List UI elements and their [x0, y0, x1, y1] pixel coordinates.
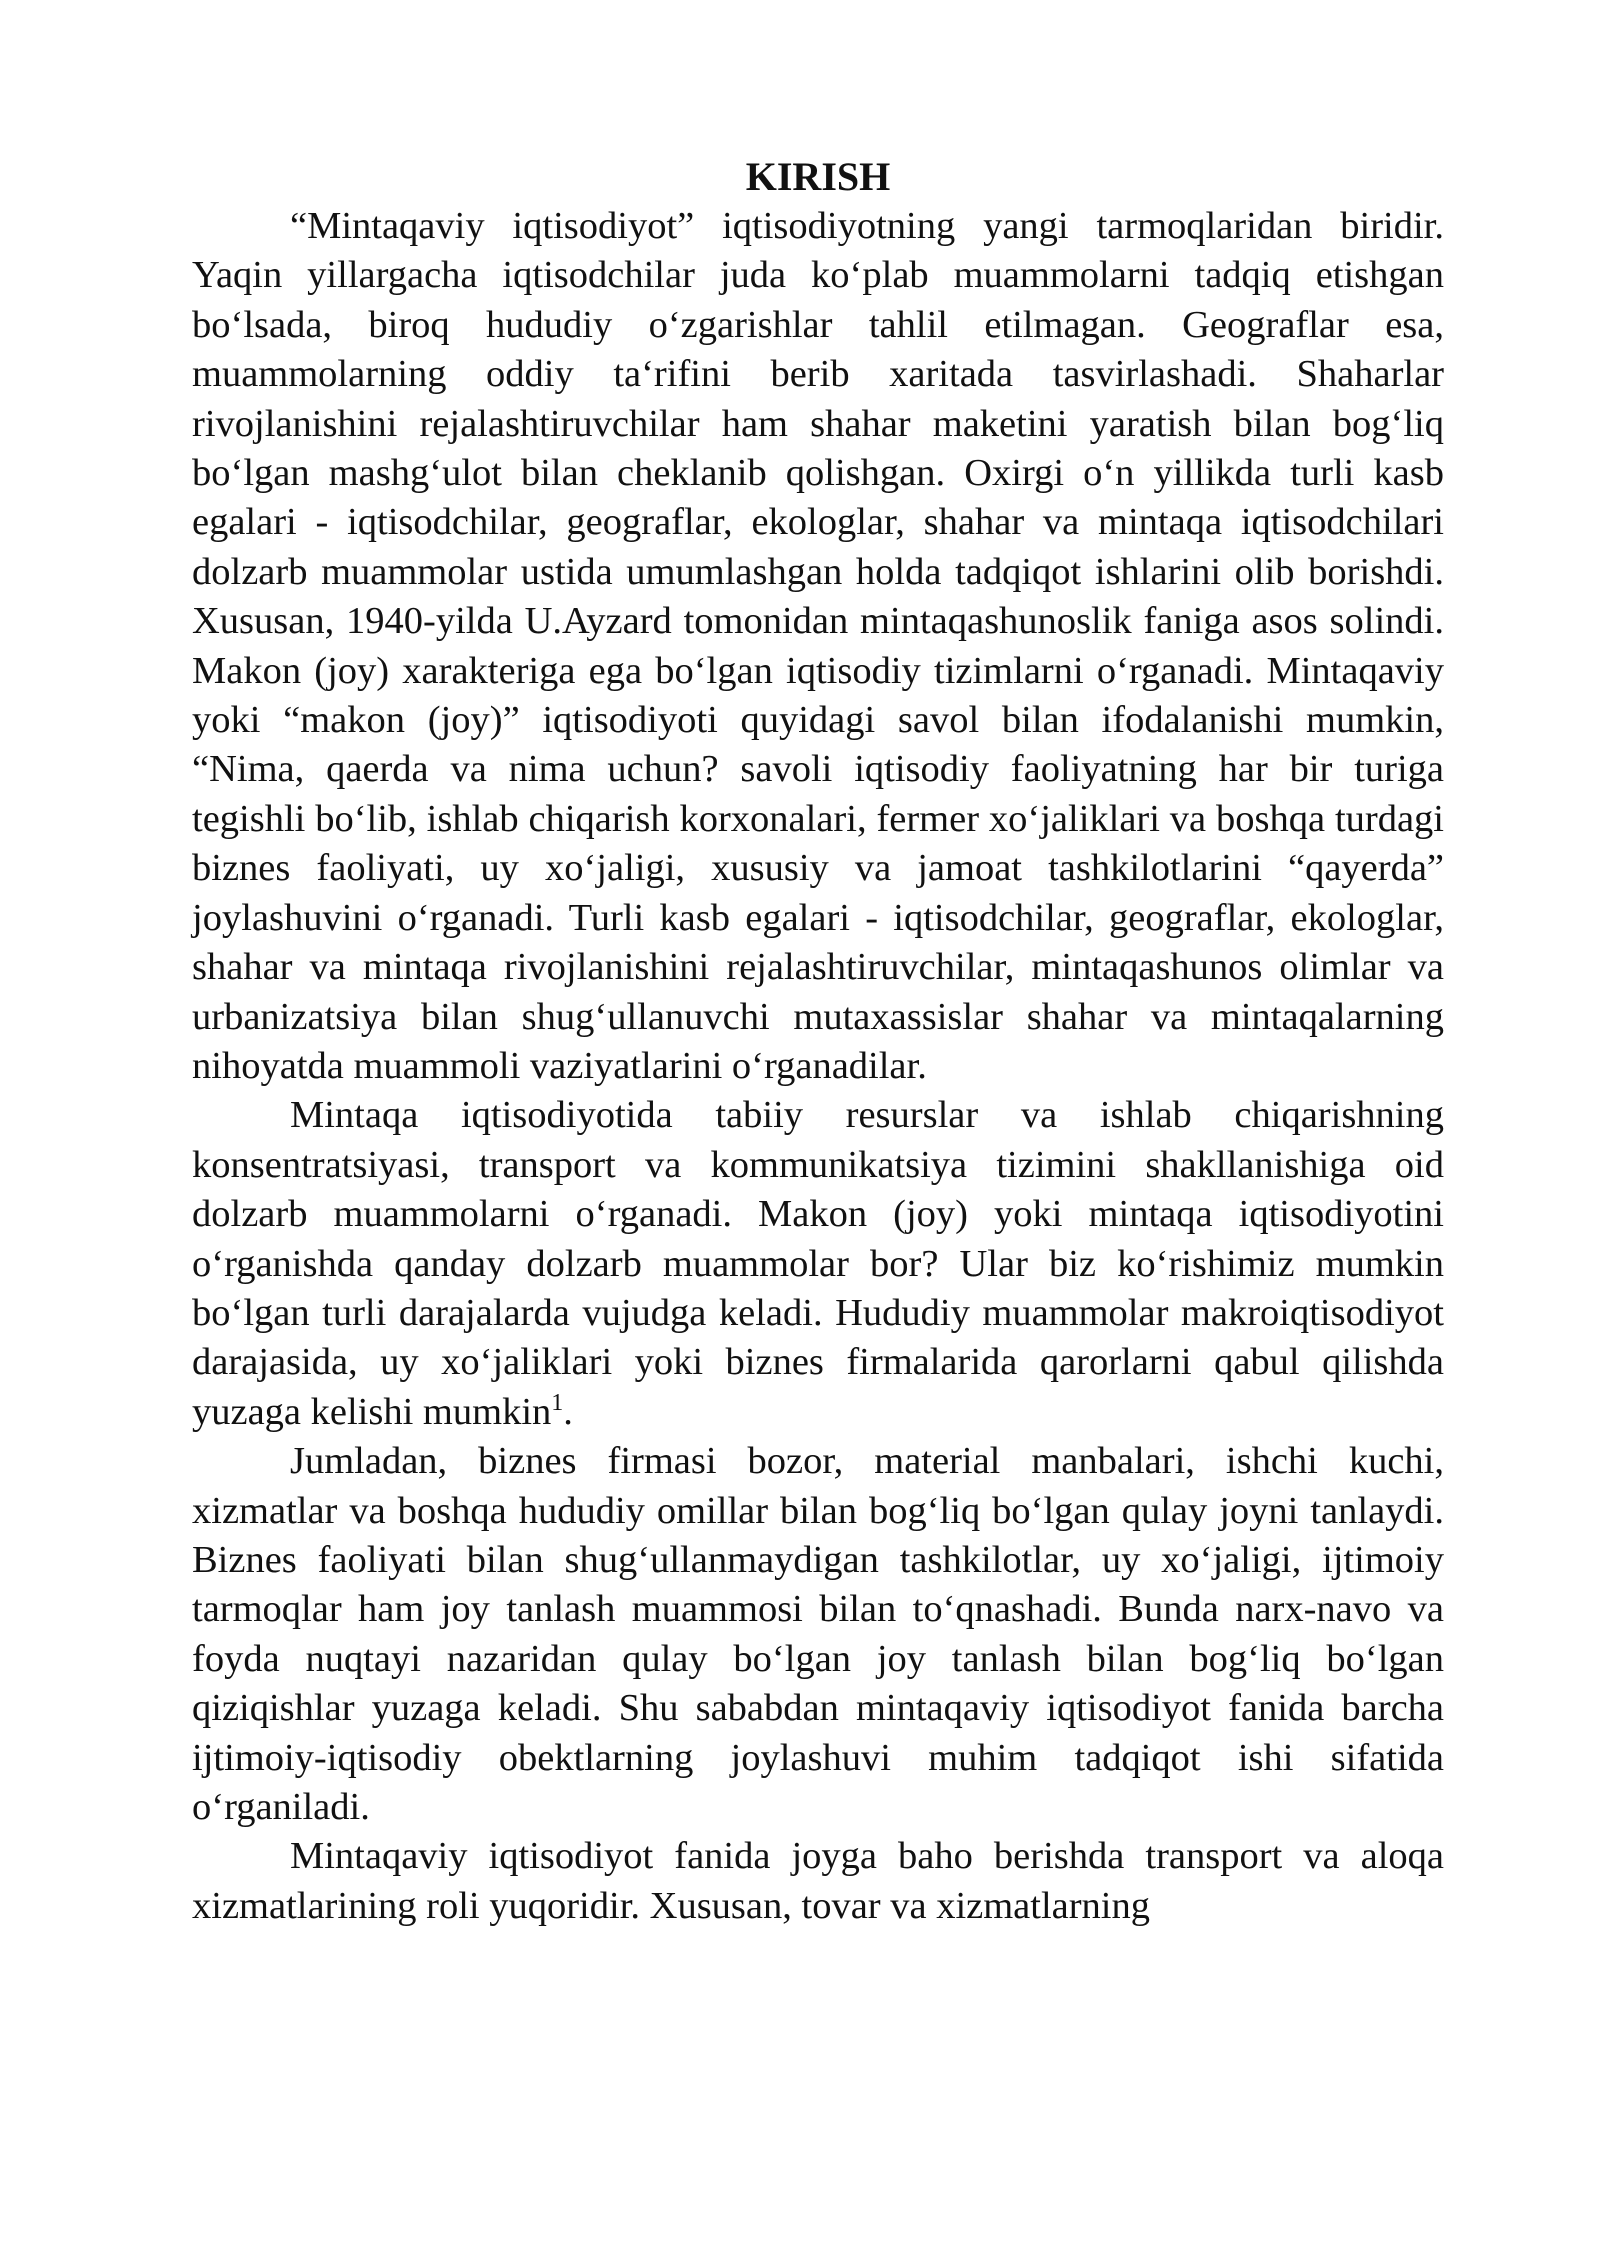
paragraph-2-text: Mintaqa iqtisodiyotida tabiiy resurslar va ishlab chiqarishning konsentratsiyasi, transport va kommunikatsiya tizimini shakllanishiga oid dolzarb muammolarni o‘rganadi. Makon (joy) yoki mintaqa iqtisodiyotini o‘rganishda qanday dolzarb muammolar bor? Ular biz ko‘rishimiz mumkin bo‘lgan turli darajalarda vujudga keladi. Hududiy muammolar makroiqtisodiyot darajasida, uy xo‘jaliklari yoki biznes firmalarida qarorlarni qabul qilishda yuzaga kelishi mumkin [192, 1094, 1444, 1433]
paragraph-2 [192, 1091, 1444, 1437]
paragraph-3 [192, 1437, 1444, 1832]
paragraph-4-text: Mintaqaviy iqtisodiyot fanida joyga baho berishda transport va aloqa xizmatlarining roli yuqoridir. Xususan, tovar va xizmatlarning [192, 1835, 1444, 1927]
footnote-ref[interactable]: 1 [551, 1389, 564, 1416]
paragraph-4 [192, 1832, 1444, 1931]
page-title: KIRISH [745, 154, 891, 199]
paragraph-2-text-after: . [563, 1390, 573, 1433]
paragraph-1 [192, 202, 1444, 1091]
paragraph-3-text: Jumladan, biznes firmasi bozor, material manbalari, ishchi kuchi, xizmatlar va boshqa hududiy omillar bilan bog‘liq bo‘lgan qulay joyni tanlaydi. Biznes faoliyati bilan shug‘ullanmaydigan tashkilotlar, uy xo‘jaligi, ijtimoiy tarmoqlar ham joy tanlash muammosi bilan to‘qnashadi. Bunda narx-navo va foyda nuqtayi nazaridan qulay bo‘lgan joy tanlash bilan bog‘liq bo‘lgan qiziqishlar yuzaga keladi. Shu sababdan mintaqaviy iqtisodiyot fanida barcha ijtimoiy-iqtisodiy obektlarning joylashuvi muhim tadqiqot ishi sifatida o‘rganiladi. [192, 1440, 1444, 1828]
paragraph-1-text: “Mintaqaviy iqtisodiyot” iqtisodiyotning yangi tarmoqlaridan biridir. Yaqin yillargacha iqtisodchilar juda ko‘plab muammolarni tadqiq etishgan bo‘lsada, biroq hududiy o‘zgarishlar tahlil etilmagan. Geograflar esa, muammolarning oddiy ta‘rifini berib xaritada tasvirlashadi. Shaharlar rivojlanishini rejalashtiruvchilar ham shahar maketini yaratish bilan bog‘liq bo‘lgan mashg‘ulot bilan cheklanib qolishgan. Oxirgi o‘n yillikda turli kasb egalari - iqtisodchilar, geograflar, ekologlar, shahar va mintaqa iqtisodchilari dolzarb muammolar ustida umumlashgan holda tadqiqot ishlarini olib borishdi. Xususan, 1940-yilda U.Ayzard tomonidan mintaqashunoslik faniga asos solindi. Makon (joy) xarakteriga ega bo‘lgan iqtisodiy tizimlarni o‘rganadi. Mintaqaviy yoki “makon (joy)” iqtisodiyoti quyidagi savol bilan ifodalanishi mumkin, “Nima, qaerda va nima uchun? savoli iqtisodiy faoliyatning har bir turiga tegishli bo‘lib, ishlab chiqarish korxonalari, fermer xo‘jaliklari va boshqa turdagi biznes faoliyati, uy xo‘jaligi, xususiy va jamoat tashkilotlarini “qayerda” joylashuvini o‘rganadi. Turli kasb egalari - iqtisodchilar, geograflar, ekologlar, shahar va mintaqa rivojlanishini rejalashtiruvchilar, mintaqashunos olimlar va urbanizatsiya bilan shug‘ullanuvchi mutaxassislar shahar va mintaqalarning nihoyatda muammoli vaziyatlarini o‘rganadilar. [192, 205, 1444, 1087]
